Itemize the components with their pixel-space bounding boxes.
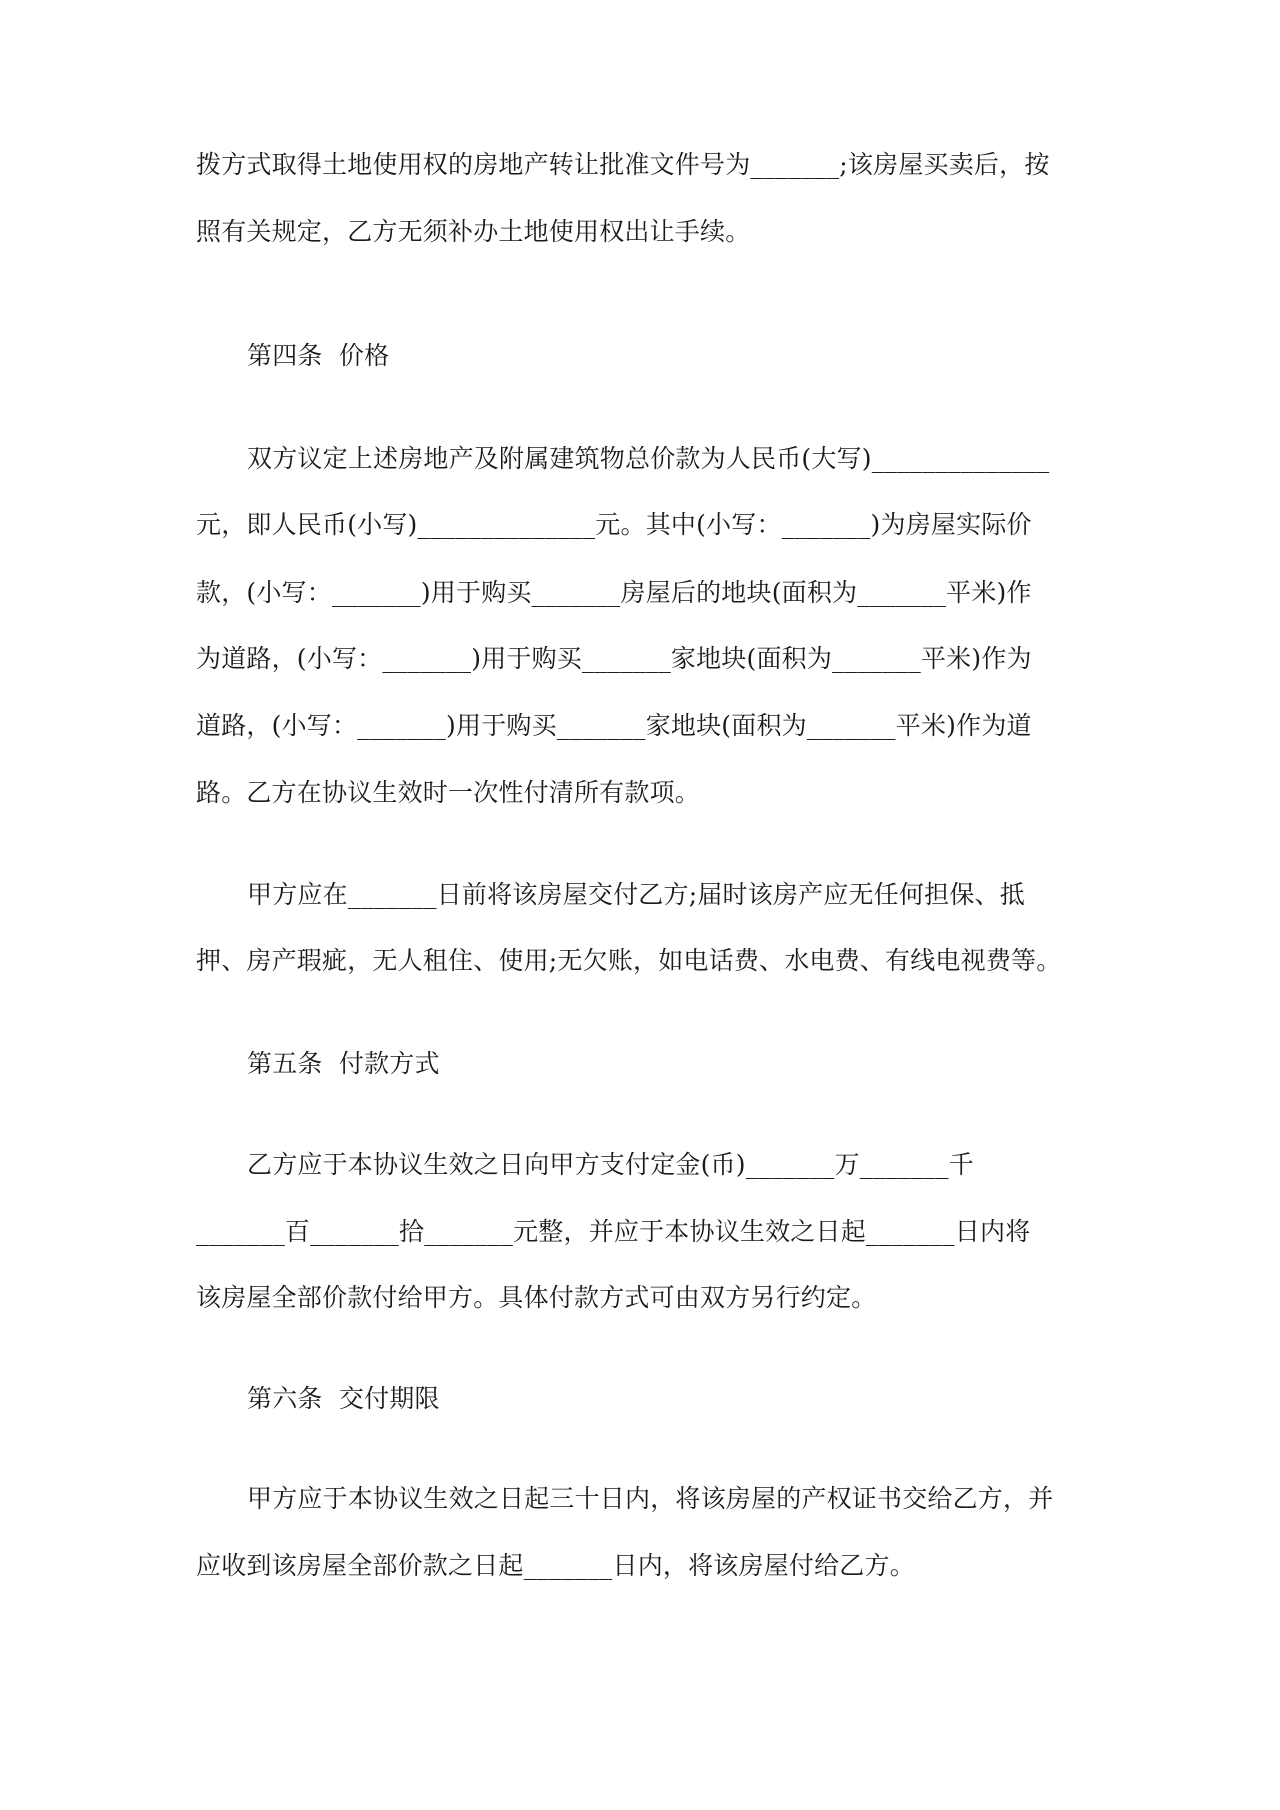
article-4-para-1-line-6: 路。乙方在协议生效时一次性付清所有款项。 [196, 778, 701, 807]
article-4-heading: 第四条 价格 [247, 341, 390, 370]
article-6-heading: 第六条 交付期限 [247, 1384, 440, 1413]
article-4-para-1-line-5: 道路，(小写：_______)用于购买_______家地块(面积为_______平米)作为道 [196, 711, 1032, 740]
intro-line-1: 拨方式取得土地使用权的房地产转让批准文件号为_______;该房屋买卖后，按 [196, 150, 1050, 179]
article-6-para-1-line-1: 甲方应于本协议生效之日起三十日内，将该房屋的产权证书交给乙方，并 [247, 1484, 1054, 1513]
article-5-heading: 第五条 付款方式 [247, 1049, 440, 1078]
article-4-para-1-line-1: 双方议定上述房地产及附属建筑物总价款为人民币(大写)______________ [247, 444, 1050, 473]
article-4-para-2-line-2: 押、房产瑕疵，无人租住、使用;无欠账，如电话费、水电费、有线电视费等。 [196, 946, 1062, 975]
article-5-para-1-line-1: 乙方应于本协议生效之日向甲方支付定金(币)_______万_______千 [247, 1150, 974, 1179]
article-5-para-1-line-3: 该房屋全部价款付给甲方。具体付款方式可由双方另行约定。 [196, 1283, 877, 1312]
article-4-para-1-line-4: 为道路，(小写：_______)用于购买_______家地块(面积为_______平米)作为 [196, 644, 1032, 673]
article-6-para-1-line-2: 应收到该房屋全部价款之日起_______日内，将该房屋付给乙方。 [196, 1551, 915, 1580]
article-5-para-1-line-2: _______百_______拾_______元整，并应于本协议生效之日起_______日内将 [196, 1217, 1031, 1246]
article-4-para-1-line-2: 元，即人民币(小写)______________元。其中(小写：_______)为房屋实际价 [196, 510, 1032, 539]
intro-line-2: 照有关规定，乙方无须补办土地使用权出让手续。 [196, 217, 751, 246]
article-4-para-1-line-3: 款，(小写：_______)用于购买_______房屋后的地块(面积为_______平米)作 [196, 578, 1032, 607]
article-4-para-2-line-1: 甲方应在_______日前将该房屋交付乙方;届时该房产应无任何担保、抵 [247, 880, 1025, 909]
